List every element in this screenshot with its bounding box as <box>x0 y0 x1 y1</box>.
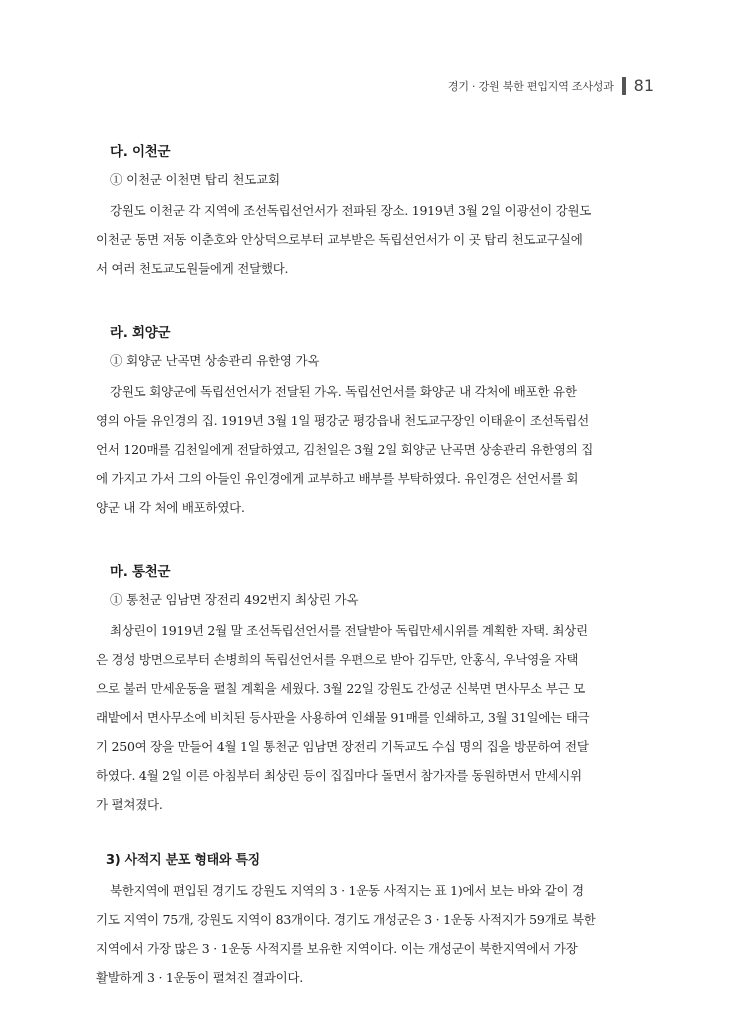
paragraph-line: 강원도 회양군에 독립선언서가 전달된 가옥. 독립선언서를 화양군 내 각처에 배포한 유한 <box>110 384 577 399</box>
paragraph-line: 하였다. 4월 2일 이른 아침부터 최상린 등이 집집마다 돌면서 참가자를 동원하면서 만세시위 <box>96 768 582 783</box>
running-title: 경기 · 강원 북한 편입지역 조사성과 <box>447 79 614 93</box>
page-number: 81 <box>633 76 654 95</box>
item-title: ① 회양군 난곡면 상송관리 유한영 가옥 <box>110 353 320 368</box>
paragraph-line: 은 경성 방면으로부터 손병희의 독립선언서를 우편으로 받아 김두만, 안홍식, 우낙영을 자택 <box>96 652 579 667</box>
section-tongcheon <box>96 560 654 819</box>
paragraph-line: 영의 아들 유인경의 집. 1919년 3월 1일 평강군 평강읍내 천도교구장인 이태윤이 조선독립선 <box>96 413 589 428</box>
paragraph-line: 양군 내 각 처에 배포하였다. <box>96 500 245 515</box>
paragraph-line: 북한지역에 편입된 경기도 강원도 지역의 3 · 1운동 사적지는 표 1)에서 보는 바와 같이 경 <box>110 883 584 898</box>
paragraph-line: 활발하게 3 · 1운동이 펼쳐진 결과이다. <box>96 970 304 985</box>
running-header <box>448 76 654 95</box>
paragraph-line: 서 여러 천도교도원들에게 전달했다. <box>96 261 289 276</box>
item-title: ① 이천군 이천면 탑리 천도교회 <box>110 172 280 187</box>
paragraph-line: 지역에서 가장 많은 3 · 1운동 사적지를 보유한 지역이다. 이는 개성군이 북한지역에서 가장 <box>96 941 578 956</box>
section-heading: 라. 회양군 <box>110 325 171 341</box>
section-icheon <box>96 140 654 283</box>
paragraph-line: 래밭에서 면사무소에 비치된 등사판을 사용하여 인쇄물 91매를 인쇄하고, 3월 31일에는 태극 <box>96 710 590 725</box>
paragraph-line: 최상린이 1919년 2월 말 조선독립선언서를 전달받아 독립만세시위를 계획한 자택. 최상린 <box>110 623 588 638</box>
header-divider-bar <box>622 77 626 95</box>
section-heading: 다. 이천군 <box>110 144 171 160</box>
paragraph-line: 으로 불러 만세운동을 펼칠 계획을 세웠다. 3월 22일 강원도 간성군 신북면 면사무소 부근 모 <box>96 681 586 696</box>
paragraph-line: 언서 120매를 김천일에게 전달하였고, 김천일은 3월 2일 회양군 난곡면 상송관리 유한영의 집 <box>96 442 594 457</box>
section-hoeyang <box>96 321 654 522</box>
paragraph-line: 기도 지역이 75개, 강원도 지역이 83개이다. 경기도 개성군은 3 · 1운동 사적지가 59개로 북한 <box>96 912 596 927</box>
paragraph-line: 이천군 동면 저동 이춘호와 안상덕으로부터 교부받은 독립선언서가 이 곳 탑리 천도교구실에 <box>96 232 583 247</box>
section-heading: 3) 사적지 분포 형태와 특징 <box>106 853 260 868</box>
section-heading: 마. 통천군 <box>110 564 171 580</box>
document-body <box>96 140 654 1030</box>
paragraph-line: 강원도 이천군 각 지역에 조선독립선언서가 전파된 장소. 1919년 3월 2일 이광선이 강원도 <box>110 203 592 218</box>
paragraph-line: 에 가지고 가서 그의 아들인 유인경에게 교부하고 배부를 부탁하였다. 유인경은 선언서를 회 <box>96 471 579 486</box>
paragraph-line: 가 펼쳐졌다. <box>96 797 163 812</box>
item-title: ① 통천군 임남면 장전리 492번지 최상린 가옥 <box>110 592 359 607</box>
section-distribution-features <box>96 849 654 992</box>
paragraph-line: 기 250여 장을 만들어 4월 1일 통천군 임남면 장전리 기독교도 수십 명의 집을 방문하여 전달 <box>96 739 589 754</box>
